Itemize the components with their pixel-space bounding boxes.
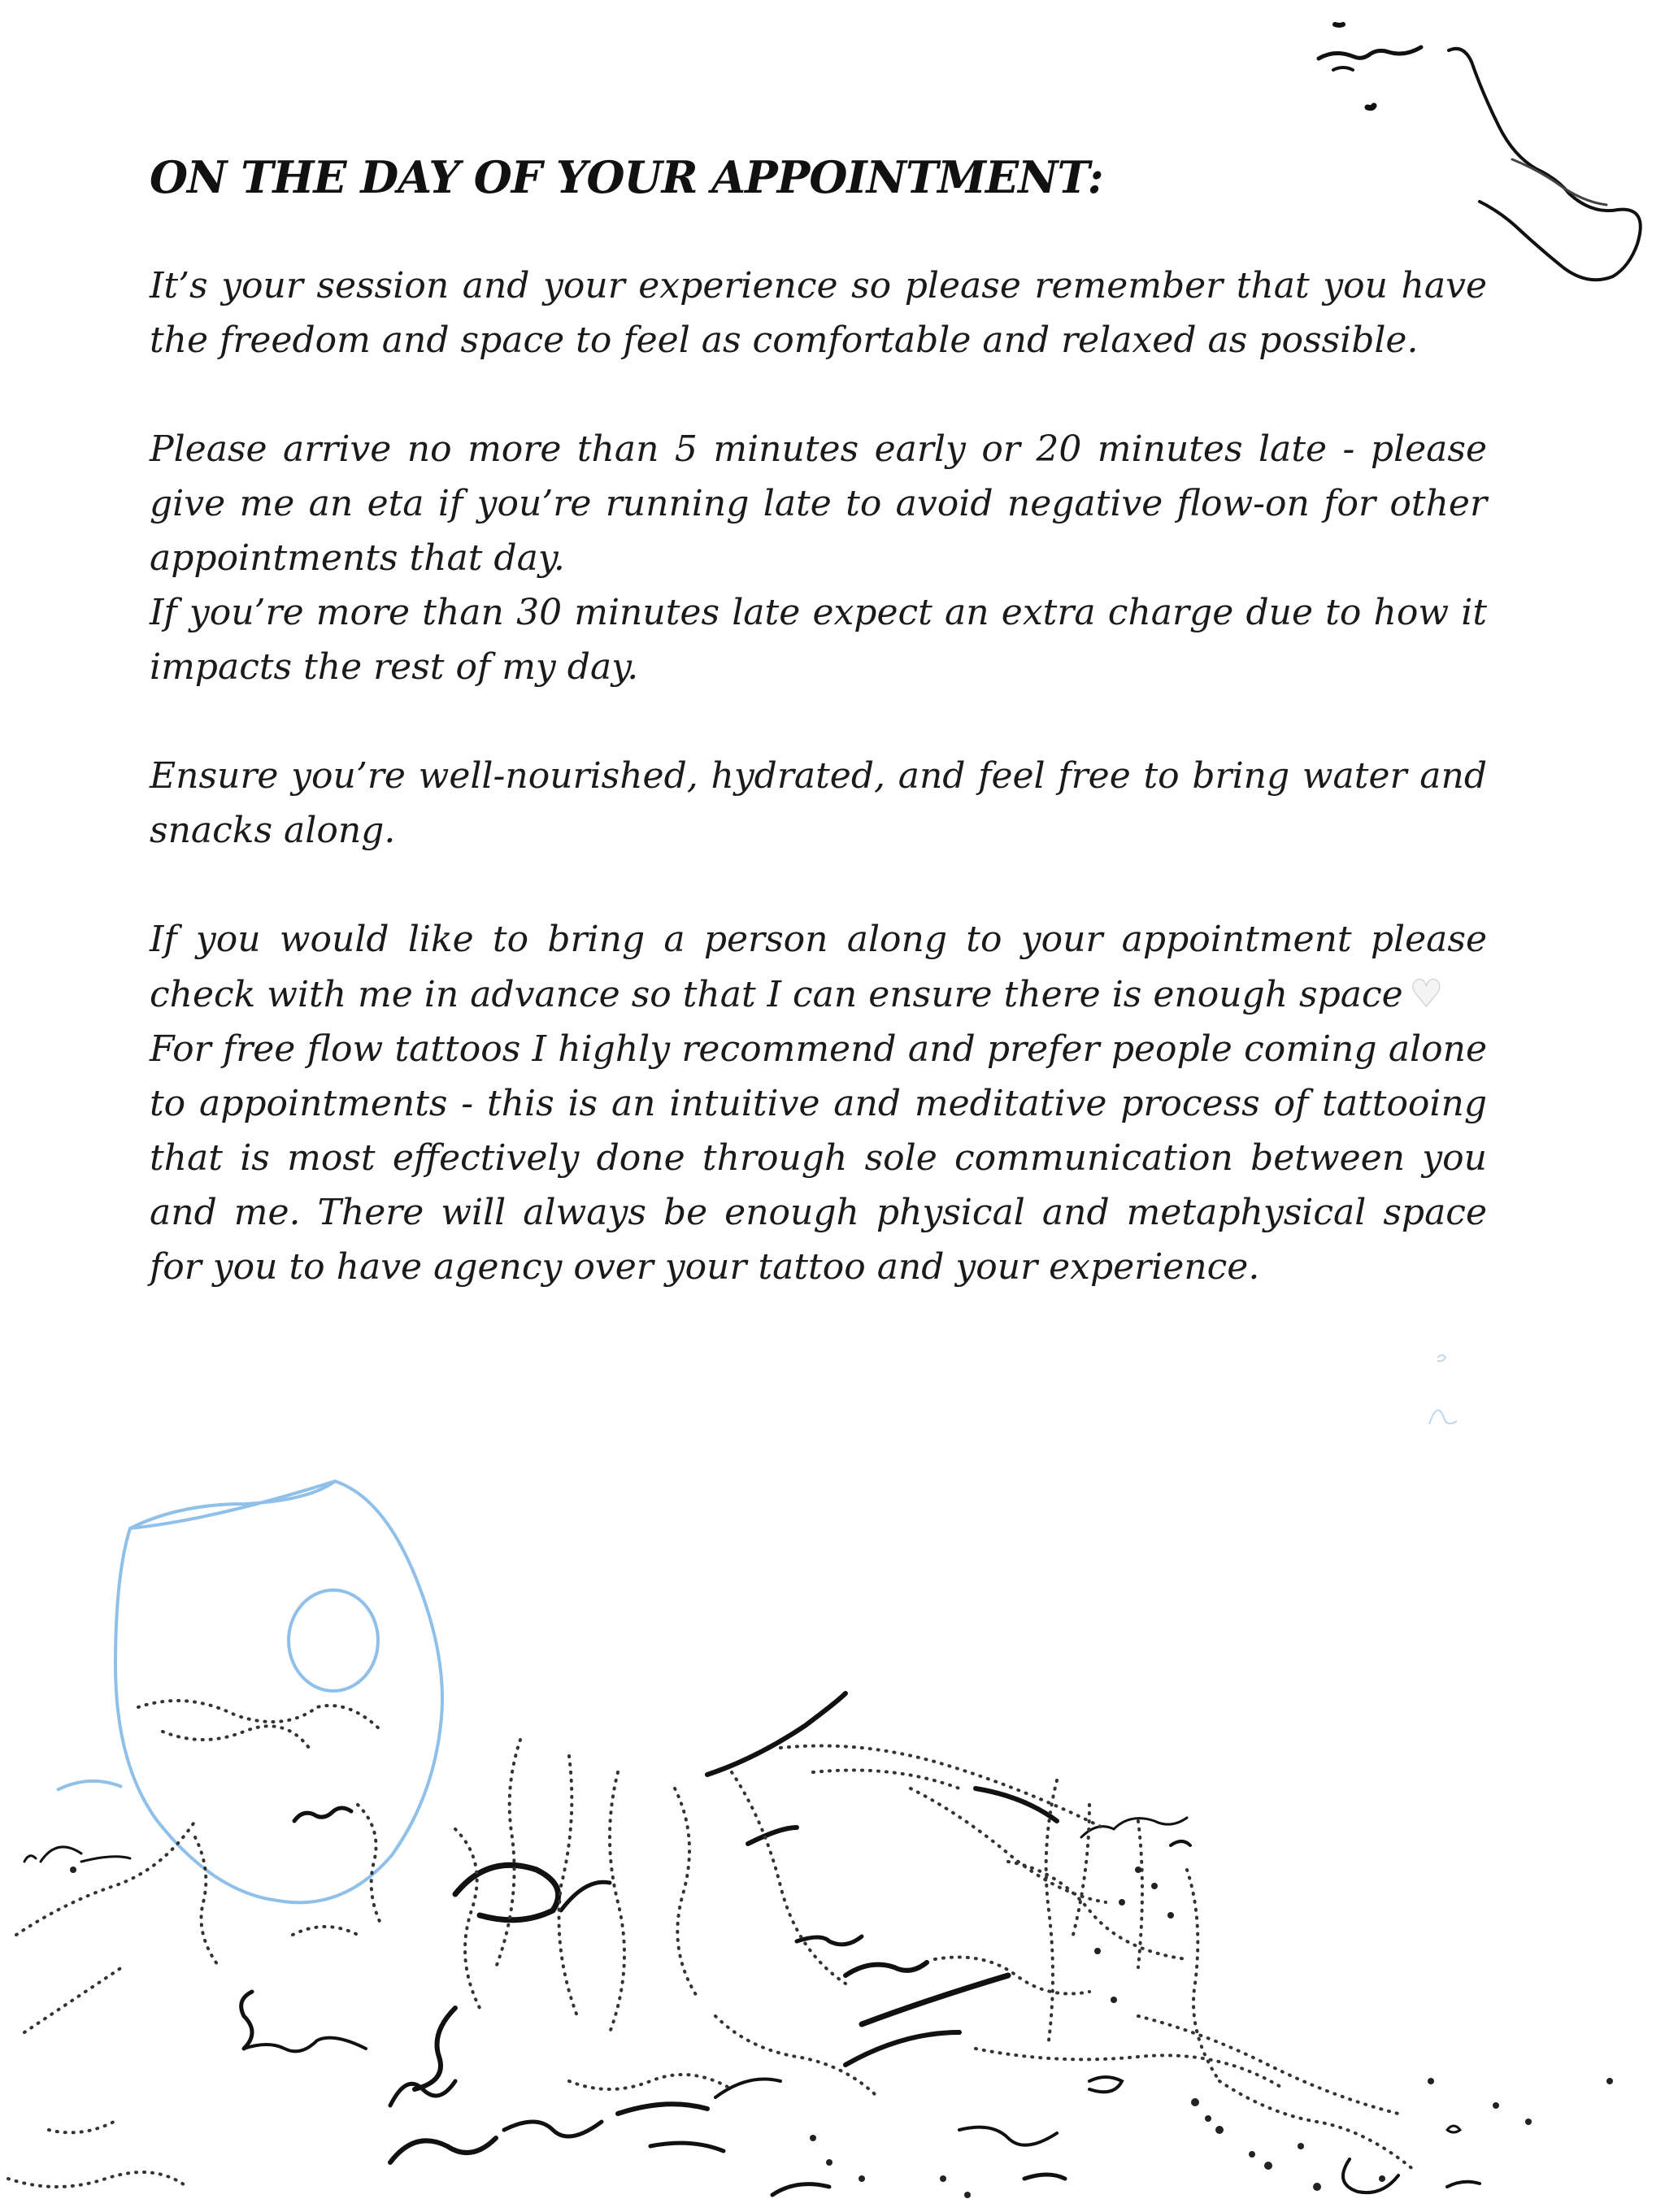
paragraph-nourishment: Ensure you’re well-nourished, hydrated, and feel free to bring water and snacks along.	[150, 755, 1487, 851]
paragraph-free-flow: For free flow tattoos I highly recommend and prefer people coming alone to appointments - this is an intuitive and meditative process of tattooing that is most effectively done through sole communication between you and me. There will always be enough physical and metaphysical space for you to have agency over your tattoo and your experience.	[150, 1028, 1487, 1288]
paragraph-late-charge: If you’re more than 30 minutes late expect an extra charge due to how it impacts the rest of my day.	[150, 592, 1487, 688]
paragraph-arrival-time: Please arrive no more than 5 minutes early or 20 minutes late - please give me an eta if you’re running late to avoid negative flow-on for other appointments that day.	[150, 428, 1487, 579]
dot-clusters	[70, 1867, 1613, 2198]
ink-squiggles	[24, 1693, 1480, 2195]
white-heart-icon: ♥	[1409, 971, 1443, 1015]
paragraph-bring-person-text: If you would like to bring a person along to your appointment please check with me in advance so that I can ensure there is enough space	[150, 919, 1487, 1015]
paragraph-session-experience: It’s your session and your experience so please remember that you have the freedom and space to feel as comfortable and relaxed as possible.	[150, 265, 1487, 361]
blue-outline-sketch	[57, 1481, 442, 1902]
page-title: ON THE DAY OF YOUR APPOINTMENT:	[150, 151, 1103, 203]
faint-blue-marks	[1429, 1355, 1457, 1424]
